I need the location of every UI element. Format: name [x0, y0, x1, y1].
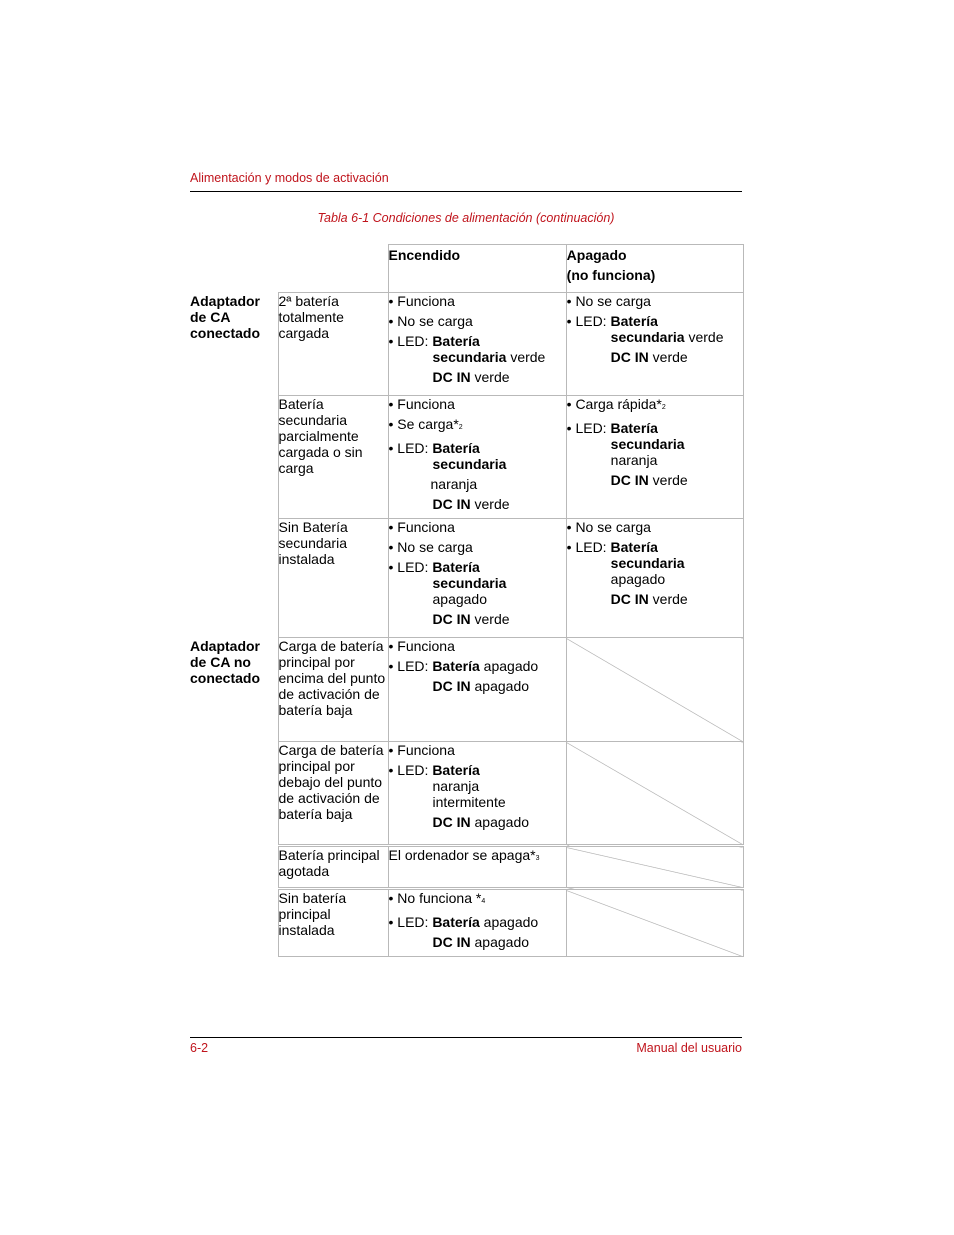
condition-cell: Carga de batería principal por encima del punto de activación de batería baja	[278, 638, 388, 742]
state-on-cell: • Funciona • Se carga*2 • LED: Batería secundaria naranja DC IN verde	[388, 396, 566, 519]
not-applicable-cell	[566, 742, 743, 846]
table-row	[190, 638, 743, 742]
power-conditions-table	[190, 244, 744, 957]
condition-cell: Sin Batería secundaria instalada	[278, 519, 388, 638]
manual-title: Manual del usuario	[636, 1041, 742, 1055]
state-on-cell: • Funciona • LED: Batería naranja intermitente DC IN apagado	[388, 742, 566, 846]
table-caption: Tabla 6-1 Condiciones de alimentación (continuación)	[317, 211, 615, 225]
col-header-on: Encendido	[388, 245, 566, 293]
not-applicable-cell	[566, 638, 743, 742]
condition-cell: Sin batería principal instalada	[278, 889, 388, 957]
state-on-cell: El ordenador se apaga*3	[388, 846, 566, 889]
footer-rule	[190, 1037, 742, 1038]
condition-cell: Batería principal agotada	[278, 846, 388, 889]
not-applicable-cell	[566, 846, 743, 889]
state-off-cell: • Carga rápida*2 • LED: Batería secundaria naranja DC IN verde	[566, 396, 743, 519]
condition-cell: Carga de batería principal por debajo del punto de activación de batería baja	[278, 742, 388, 846]
header-rule	[190, 191, 742, 192]
state-on-cell: • Funciona • No se carga • LED: Batería secundaria verde DC IN verde	[388, 293, 566, 396]
state-off-cell: • No se carga • LED: Batería secundaria verde DC IN verde	[566, 293, 743, 396]
page-number: 6-2	[190, 1041, 209, 1055]
state-on-cell: • Funciona • No se carga • LED: Batería secundaria apagado DC IN verde	[388, 519, 566, 638]
not-applicable-cell	[566, 889, 743, 957]
category-ac-connected: Adaptador de CA conectado	[190, 292, 261, 341]
col-header-off: Apagado (no funciona)	[566, 245, 743, 293]
state-on-cell: • Funciona • LED: Batería apagado DC IN apagado	[388, 638, 566, 742]
table-row	[190, 293, 743, 396]
state-off-cell: • No se carga • LED: Batería secundaria apagado DC IN verde	[566, 519, 743, 638]
table-header-row	[190, 245, 743, 293]
condition-cell: Batería secundaria parcialmente cargada o sin carga	[278, 396, 388, 519]
category-ac-not-connected: Adaptador de CA no conectado	[190, 637, 261, 686]
condition-cell: 2ª batería totalmente cargada	[278, 293, 388, 396]
state-on-cell: • No funciona *4 • LED: Batería apagado DC IN apagado	[388, 889, 566, 957]
running-header: Alimentación y modos de activación	[190, 171, 389, 185]
